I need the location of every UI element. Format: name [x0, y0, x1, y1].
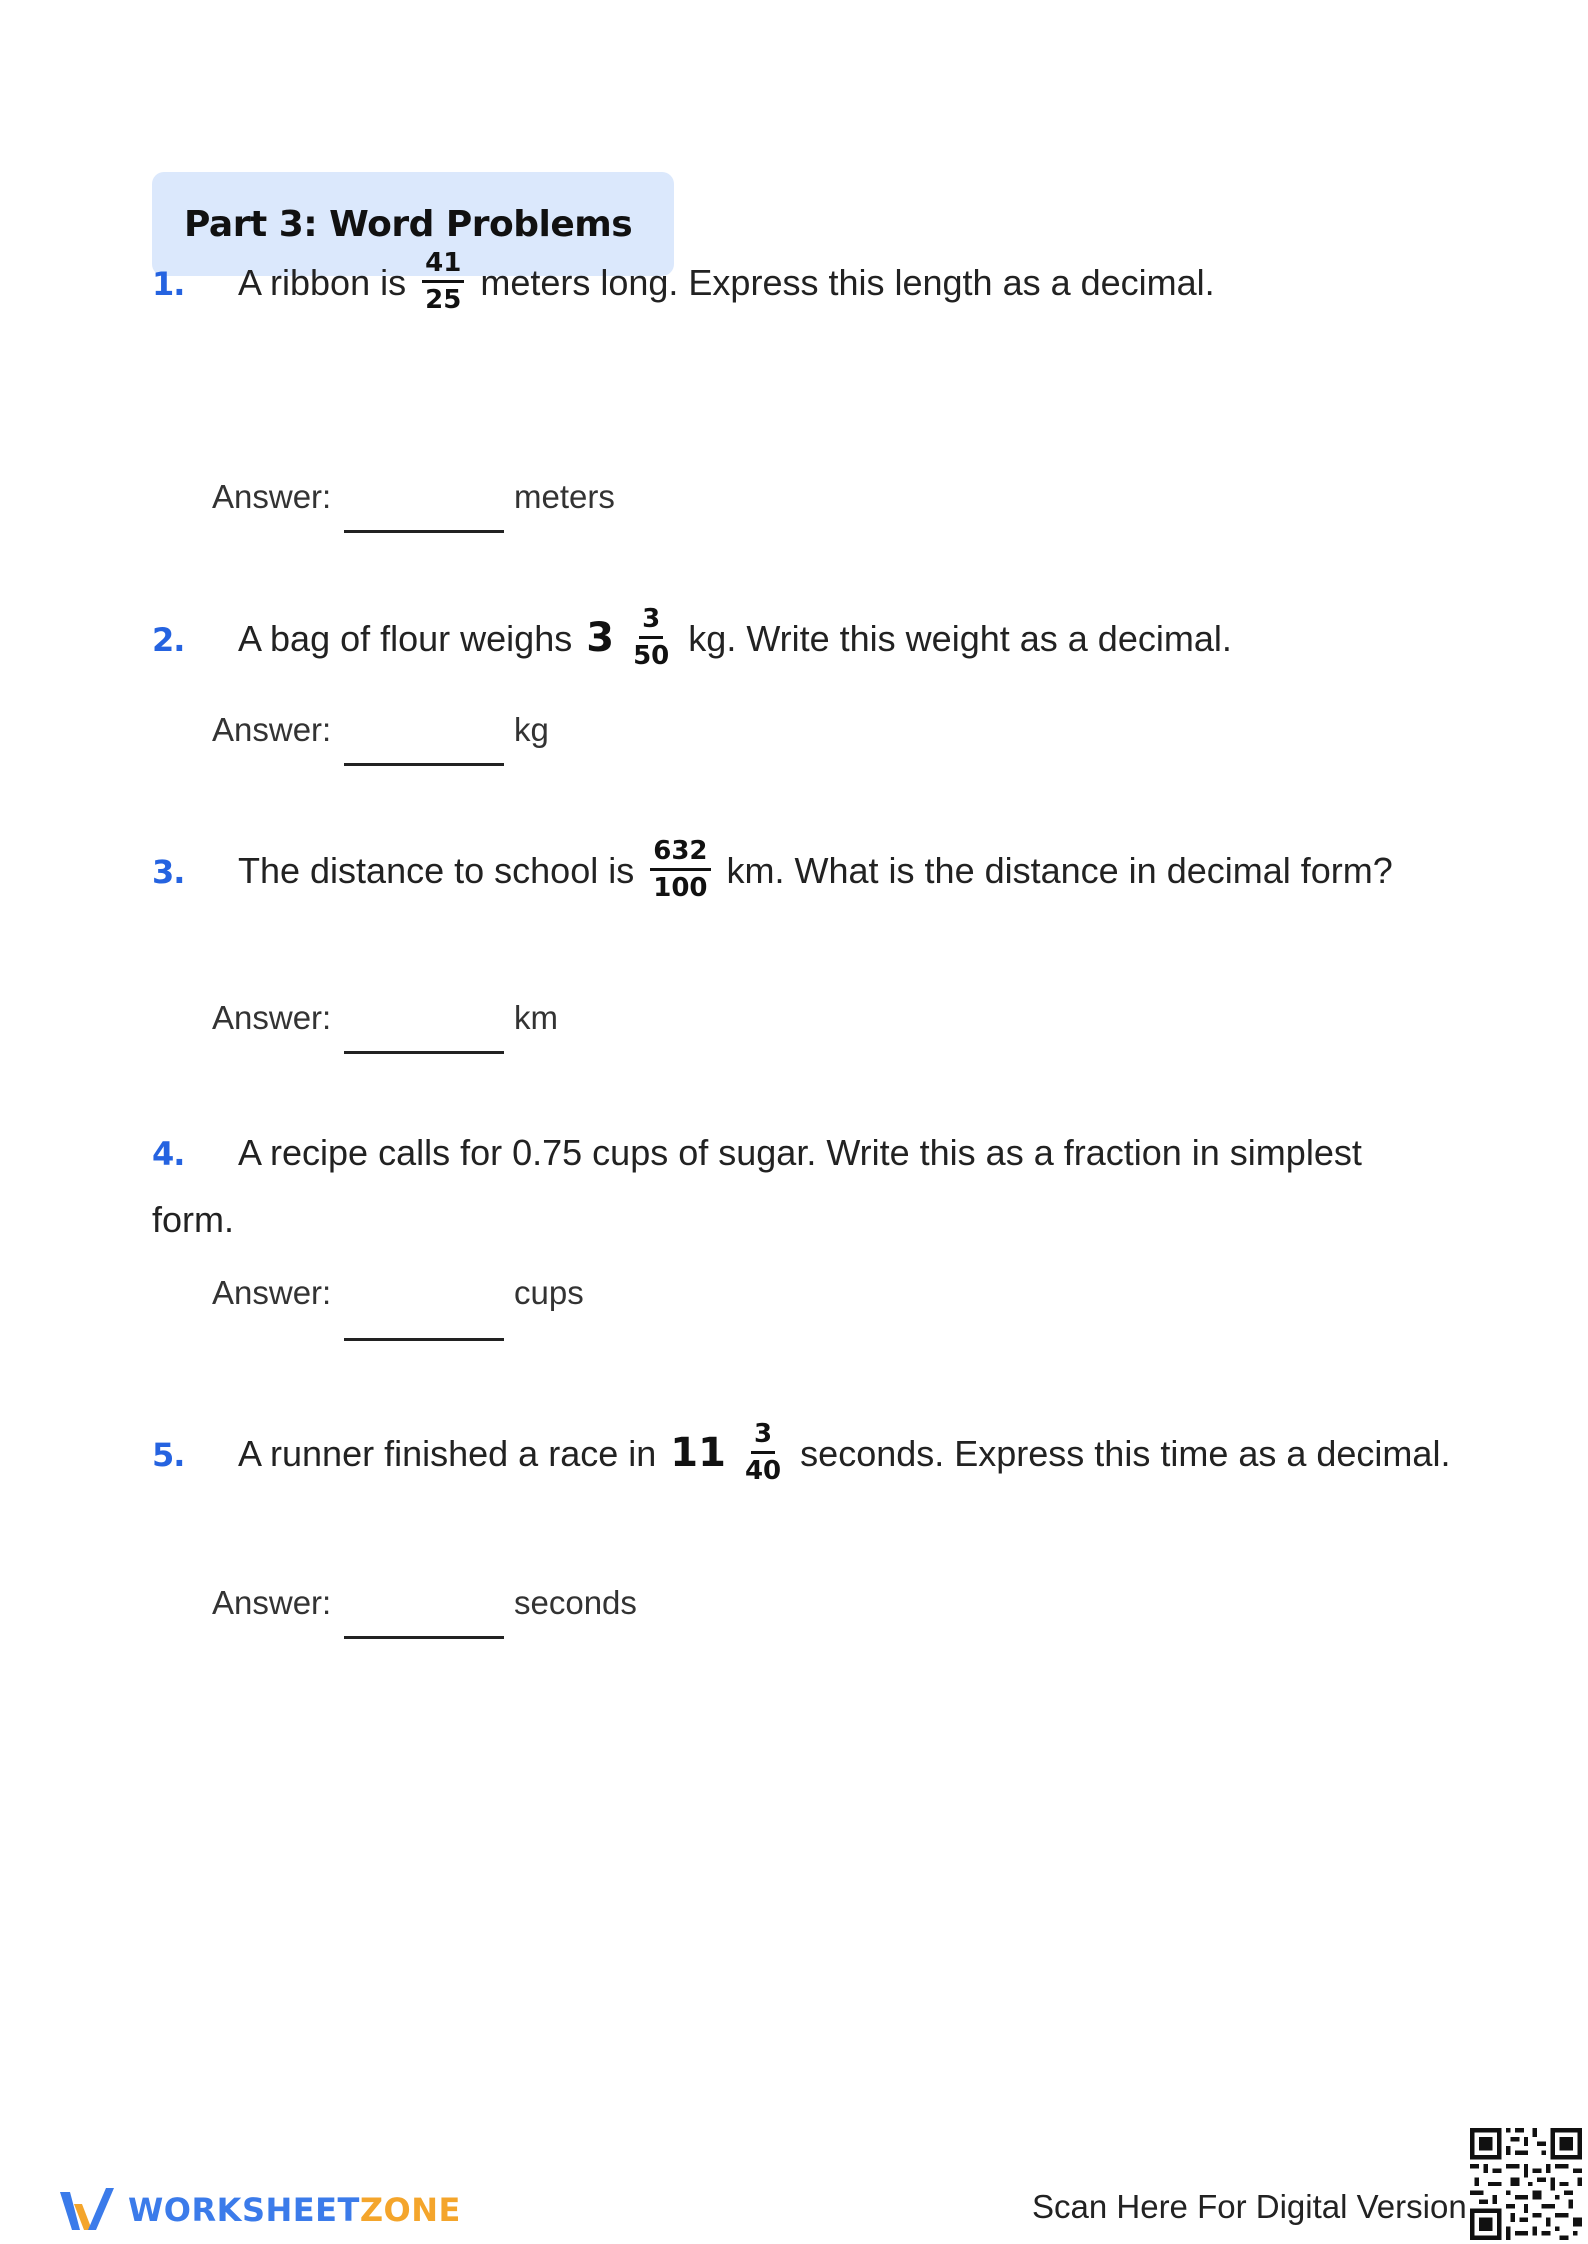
answer-unit: km — [514, 999, 558, 1036]
fraction-numerator: 632 — [650, 836, 710, 871]
fraction-numerator: 3 — [751, 1419, 775, 1454]
answer-unit: kg — [514, 711, 549, 748]
question-3 — [152, 835, 1452, 907]
answer-label: Answer: — [212, 999, 332, 1036]
fraction-denominator: 100 — [653, 872, 708, 903]
fraction — [650, 836, 710, 903]
question-text-after: kg. Write this weight as a decimal. — [688, 618, 1232, 659]
question-number: 1. — [152, 265, 185, 303]
mixed-number-whole: 3 — [586, 615, 615, 661]
brand-name — [128, 2191, 461, 2229]
mixed-number-whole: 11 — [670, 1430, 726, 1476]
answer-label: Answer: — [212, 478, 332, 515]
fraction — [630, 604, 672, 671]
answer-label: Answer: — [212, 1274, 332, 1311]
question-text-before: The distance to school is — [238, 850, 635, 891]
question-number: 2. — [152, 621, 185, 659]
answer-unit: seconds — [514, 1584, 637, 1621]
question-text-before: A ribbon is — [238, 262, 407, 303]
answer-blank[interactable] — [344, 763, 504, 766]
fraction — [422, 248, 464, 315]
worksheetzone-logo-icon — [56, 2182, 116, 2238]
answer-label: Answer: — [212, 1584, 332, 1621]
question-1 — [152, 247, 1452, 319]
answer-blank[interactable] — [344, 1338, 504, 1341]
fraction-numerator: 3 — [639, 604, 663, 639]
answer-blank[interactable] — [344, 1051, 504, 1054]
question-5 — [152, 1420, 1452, 1490]
answer-blank[interactable] — [344, 530, 504, 533]
brand-name-part1: WORKSHEET — [128, 2191, 360, 2229]
question-2 — [152, 605, 1452, 675]
scan-caption: Scan Here For Digital Version — [1032, 2188, 1467, 2225]
fraction-denominator: 25 — [425, 284, 462, 315]
fraction-numerator: 41 — [422, 248, 464, 283]
answer-unit: meters — [514, 478, 615, 515]
answer-blank[interactable] — [344, 1636, 504, 1639]
answer-unit: cups — [514, 1274, 584, 1311]
question-text-after: meters long. Express this length as a decimal. — [480, 262, 1215, 303]
question-number: 5. — [152, 1436, 185, 1474]
question-text-before: A recipe calls for 0.75 cups of sugar. Write this as a fraction in simplest form. — [152, 1132, 1362, 1240]
section-title: Part 3: Word Problems — [184, 203, 633, 245]
question-text-before: A runner finished a race in — [238, 1433, 657, 1474]
brand-name-part2: ZONE — [359, 2191, 461, 2229]
question-text-after: seconds. Express this time as a decimal. — [800, 1433, 1451, 1474]
fraction — [742, 1419, 784, 1486]
fraction-denominator: 50 — [633, 640, 670, 671]
question-text-after: km. What is the distance in decimal form? — [726, 850, 1393, 891]
fraction-denominator: 40 — [744, 1455, 782, 1486]
qr-code-icon[interactable] — [1470, 2128, 1582, 2240]
question-number: 4. — [152, 1135, 185, 1173]
brand-logo[interactable] — [56, 2180, 461, 2240]
question-text-before: A bag of flour weighs — [238, 618, 573, 659]
question-number: 3. — [152, 853, 185, 891]
answer-label: Answer: — [212, 711, 332, 748]
question-4 — [152, 1120, 1452, 1253]
